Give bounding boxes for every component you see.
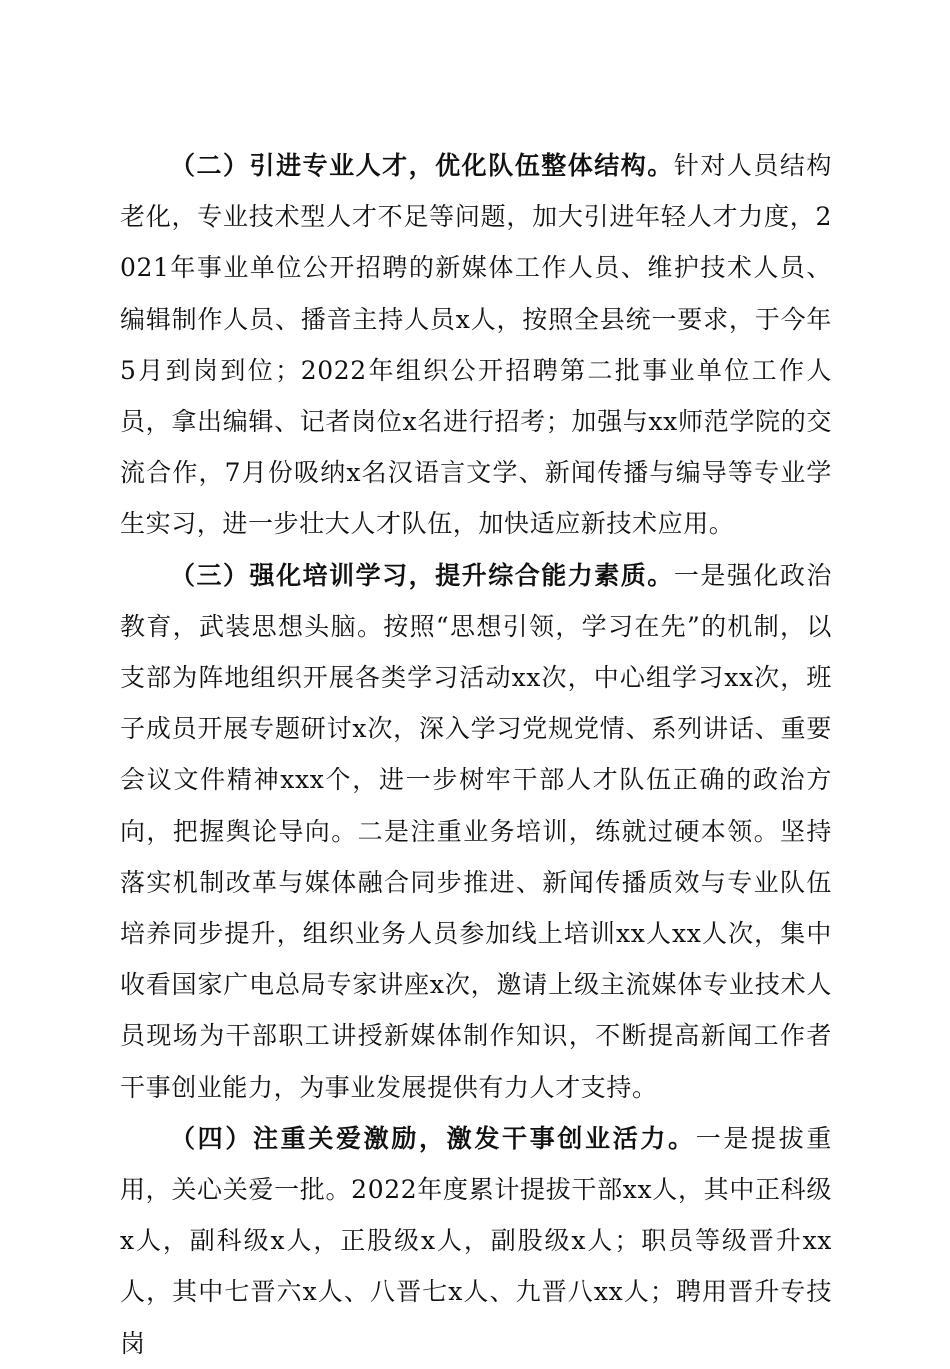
section-heading-3: （三）强化培训学习，提升综合能力素质。 — [170, 560, 674, 590]
paragraph-talent-recruitment — [120, 140, 832, 550]
paragraph-training — [120, 550, 832, 1113]
section-heading-2: （二）引进专业人才，优化队伍整体结构。 — [170, 151, 674, 180]
paragraph-body-4: 一是提拔重用，关心关爱一批。2022年度累计提拔干部xx人，其中正科级x人，副科级x人，正股级x人，副股级x人；职员等级晋升xx人，其中七晋六x人、八晋七x人、九晋八xx人；聘用晋升专技岗 — [120, 1123, 832, 1358]
paragraph-incentives — [120, 1113, 832, 1369]
paragraph-body-3: 一是强化政治教育，武装思想头脑。按照“思想引领，学习在先”的机制，以支部为阵地组织开展各类学习活动xx次，中心组学习xx次，班子成员开展专题研讨x次，深入学习党规党情、系列讲话、重要会议文件精神xxx个，进一步树牢干部人才队伍正确的政治方向，把握舆论导向。二是注重业务培训，练就过硬本领。坚持落实机制改革与媒体融合同步推进、新闻传播质效与专业队伍培养同步提升，组织业务人员参加线上培训xx人xx人次，集中收看国家广电总局专家讲座x次，邀请上级主流媒体专业技术人员现场为干部职工讲授新媒体制作知识，不断提高新闻工作者干事创业能力，为事业发展提供有力人才支持。 — [120, 560, 832, 1102]
document-page — [120, 140, 832, 1369]
section-heading-4: （四）注重关爱激励，激发干事创业活力。 — [170, 1123, 696, 1153]
paragraph-body-2: 针对人员结构老化，专业技术型人才不足等问题，加大引进年轻人才力度，2021年事业单位公开招聘的新媒体工作人员、维护技术人员、编辑制作人员、播音主持人员x人，按照全县统一要求，于今年5月到岗到位；2022年组织公开招聘第二批事业单位工作人员，拿出编辑、记者岗位x名进行招考；加强与xx师范学院的交流合作，7月份吸纳x名汉语言文学、新闻传播与编导等专业学生实习，进一步壮大人才队伍，加快适应新技术应用。 — [120, 151, 832, 539]
